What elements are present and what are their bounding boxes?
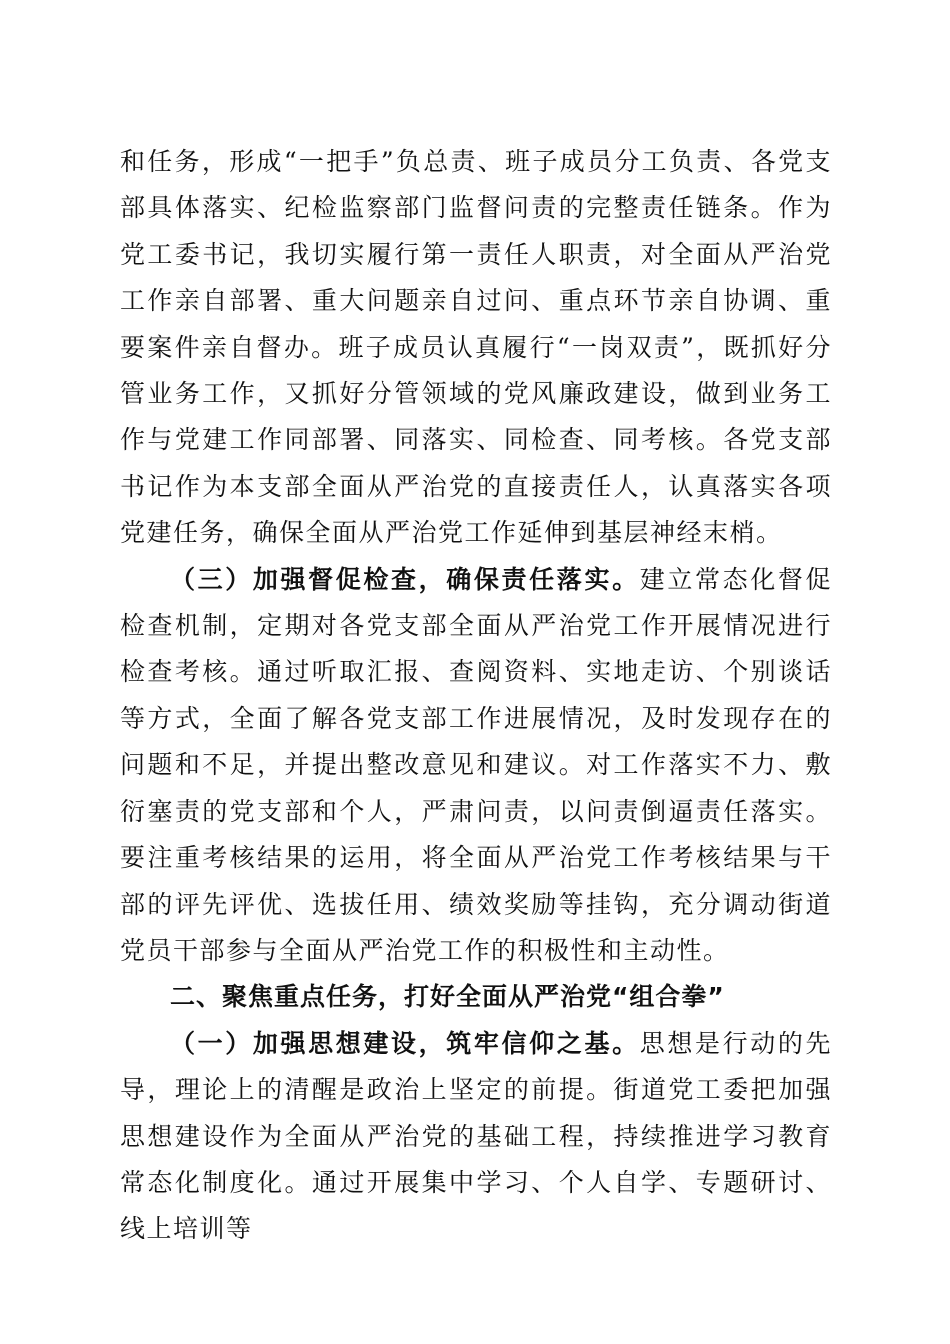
paragraph-text: 建立常态化督促检查机制，定期对各党支部全面从严治党工作开展情况进行检查考核。通过听取汇报、查阅资料、实地走访、个别谈话等方式，全面了解各党支部工作进展情况，及时发现存在的问题和不足，并提出整改意见和建议。对工作落实不力、敷衍塞责的党支部和个人，严肃问责，以问责倒逼责任落实。要注重考核结果的运用，将全面从严治党工作考核结果与干部的评先评优、选拔任用、绩效奖励等挂钩，充分调动街道党员干部参与全面从严治党工作的积极性和主动性。 <box>120 564 832 965</box>
paragraph-text: 和任务，形成“一把手”负总责、班子成员分工负责、各党支部具体落实、纪检监察部门监督问责的完整责任链条。作为党工委书记，我切实履行第一责任人职责，对全面从严治党工作亲自部署、重大问题亲自过问、重点环节亲自协调、重要案件亲自督办。班子成员认真履行“一岗双责”，既抓好分管业务工作，又抓好分管领域的党风廉政建设，做到业务工作与党建工作同部署、同落实、同检查、同考核。各党支部书记作为本支部全面从严治党的直接责任人，认真落实各项党建任务，确保全面从严治党工作延伸到基层神经末梢。 <box>120 147 832 548</box>
paragraph-ideological-building <box>120 1021 832 1253</box>
paragraph-text: 思想是行动的先导，理论上的清醒是政治上坚定的前提。街道党工委把加强思想建设作为全面从严治党的基础工程，持续推进学习教育常态化制度化。通过开展集中学习、个人自学、专题研讨、线上培训等 <box>120 1028 832 1244</box>
paragraph-supervision-check <box>120 557 832 975</box>
paragraph-responsibility-chain <box>120 139 832 557</box>
paragraph-lead: （三）加强督促检查，确保责任落实。 <box>170 564 640 594</box>
paragraph-lead: （一）加强思想建设，筑牢信仰之基。 <box>170 1028 640 1058</box>
document-page <box>120 139 832 1253</box>
section-heading: 二、聚焦重点任务，打好全面从严治党“组合拳” <box>170 982 725 1012</box>
